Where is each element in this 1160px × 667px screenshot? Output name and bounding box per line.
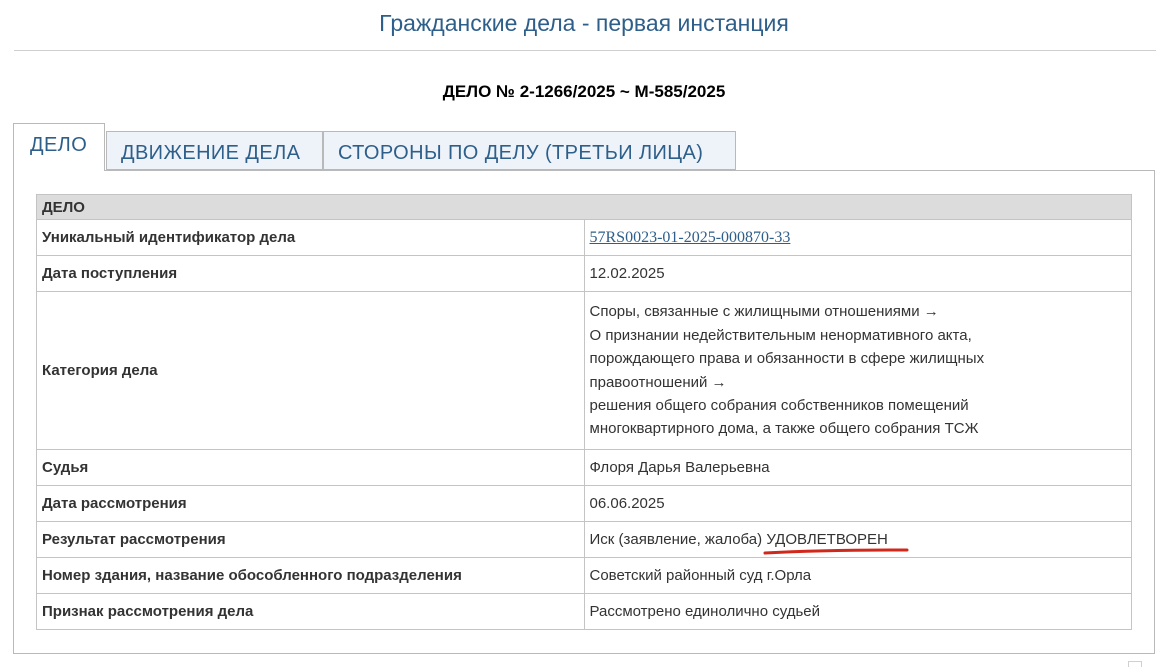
tab-case-label: ДЕЛО <box>30 134 88 156</box>
category-line: Споры, связанные с жилищными отношениями → <box>589 303 939 321</box>
table-row-category <box>37 292 1132 450</box>
sign-value: Рассмотрено единолично судьей <box>584 594 1132 630</box>
table-row-building <box>37 558 1132 594</box>
case-number-heading: ДЕЛО № 2-1266/2025 ~ М-585/2025 <box>442 82 726 101</box>
tab-case-parties[interactable] <box>323 131 736 170</box>
table-section-header <box>37 195 1132 220</box>
building-value: Советский районный суд г.Орла <box>584 558 1132 594</box>
red-underline-annotation <box>763 547 909 557</box>
review-date-value: 06.06.2025 <box>584 486 1132 522</box>
table-row-review-date <box>37 486 1132 522</box>
received-value: 12.02.2025 <box>584 256 1132 292</box>
judge-value: Флоря Дарья Валерьевна <box>584 450 1132 486</box>
category-line: порождающего права и обязанности в сфере жилищных <box>589 350 985 368</box>
table-row-result <box>37 522 1132 558</box>
category-line: многоквартирного дома, а также общего собрания ТСЖ <box>589 420 979 438</box>
table-row-uid <box>37 220 1132 256</box>
category-value <box>584 292 1132 450</box>
category-line: правоотношений → <box>589 373 727 391</box>
tab-case[interactable] <box>13 123 105 171</box>
review-date-label: Дата рассмотрения <box>37 486 585 522</box>
result-label: Результат рассмотрения <box>37 522 585 558</box>
tab-case-parties-label: СТОРОНЫ ПО ДЕЛУ (ТРЕТЬИ ЛИЦА) <box>338 142 704 164</box>
result-status: УДОВЛЕТВОРЕН <box>766 531 888 548</box>
page-corner-marker <box>1128 661 1142 667</box>
uid-label: Уникальный идентификатор дела <box>37 220 585 256</box>
result-prefix: Иск (заявление, жалоба) <box>589 531 763 548</box>
tab-case-movement[interactable] <box>106 131 323 170</box>
uid-link[interactable]: 57RS0023-01-2025-000870-33 <box>589 228 791 246</box>
table-row-judge <box>37 450 1132 486</box>
tab-case-movement-label: ДВИЖЕНИЕ ДЕЛА <box>121 142 301 164</box>
case-details-table <box>36 194 1132 630</box>
judge-label: Судья <box>37 450 585 486</box>
category-line: решения общего собрания собственников помещений <box>589 396 969 414</box>
sign-label: Признак рассмотрения дела <box>37 594 585 630</box>
page-title: Гражданские дела - первая инстанция <box>379 10 789 36</box>
category-line: О признании недействительным ненормативного акта, <box>589 326 972 344</box>
uid-value <box>584 220 1132 256</box>
table-row-sign <box>37 594 1132 630</box>
title-divider <box>14 50 1156 51</box>
result-value <box>584 522 1132 558</box>
building-label: Номер здания, название обособленного подразделения <box>37 558 585 594</box>
result-status-wrap <box>766 531 888 548</box>
table-row-received <box>37 256 1132 292</box>
section-title: ДЕЛО <box>37 195 1132 220</box>
category-label: Категория дела <box>37 292 585 450</box>
received-label: Дата поступления <box>37 256 585 292</box>
